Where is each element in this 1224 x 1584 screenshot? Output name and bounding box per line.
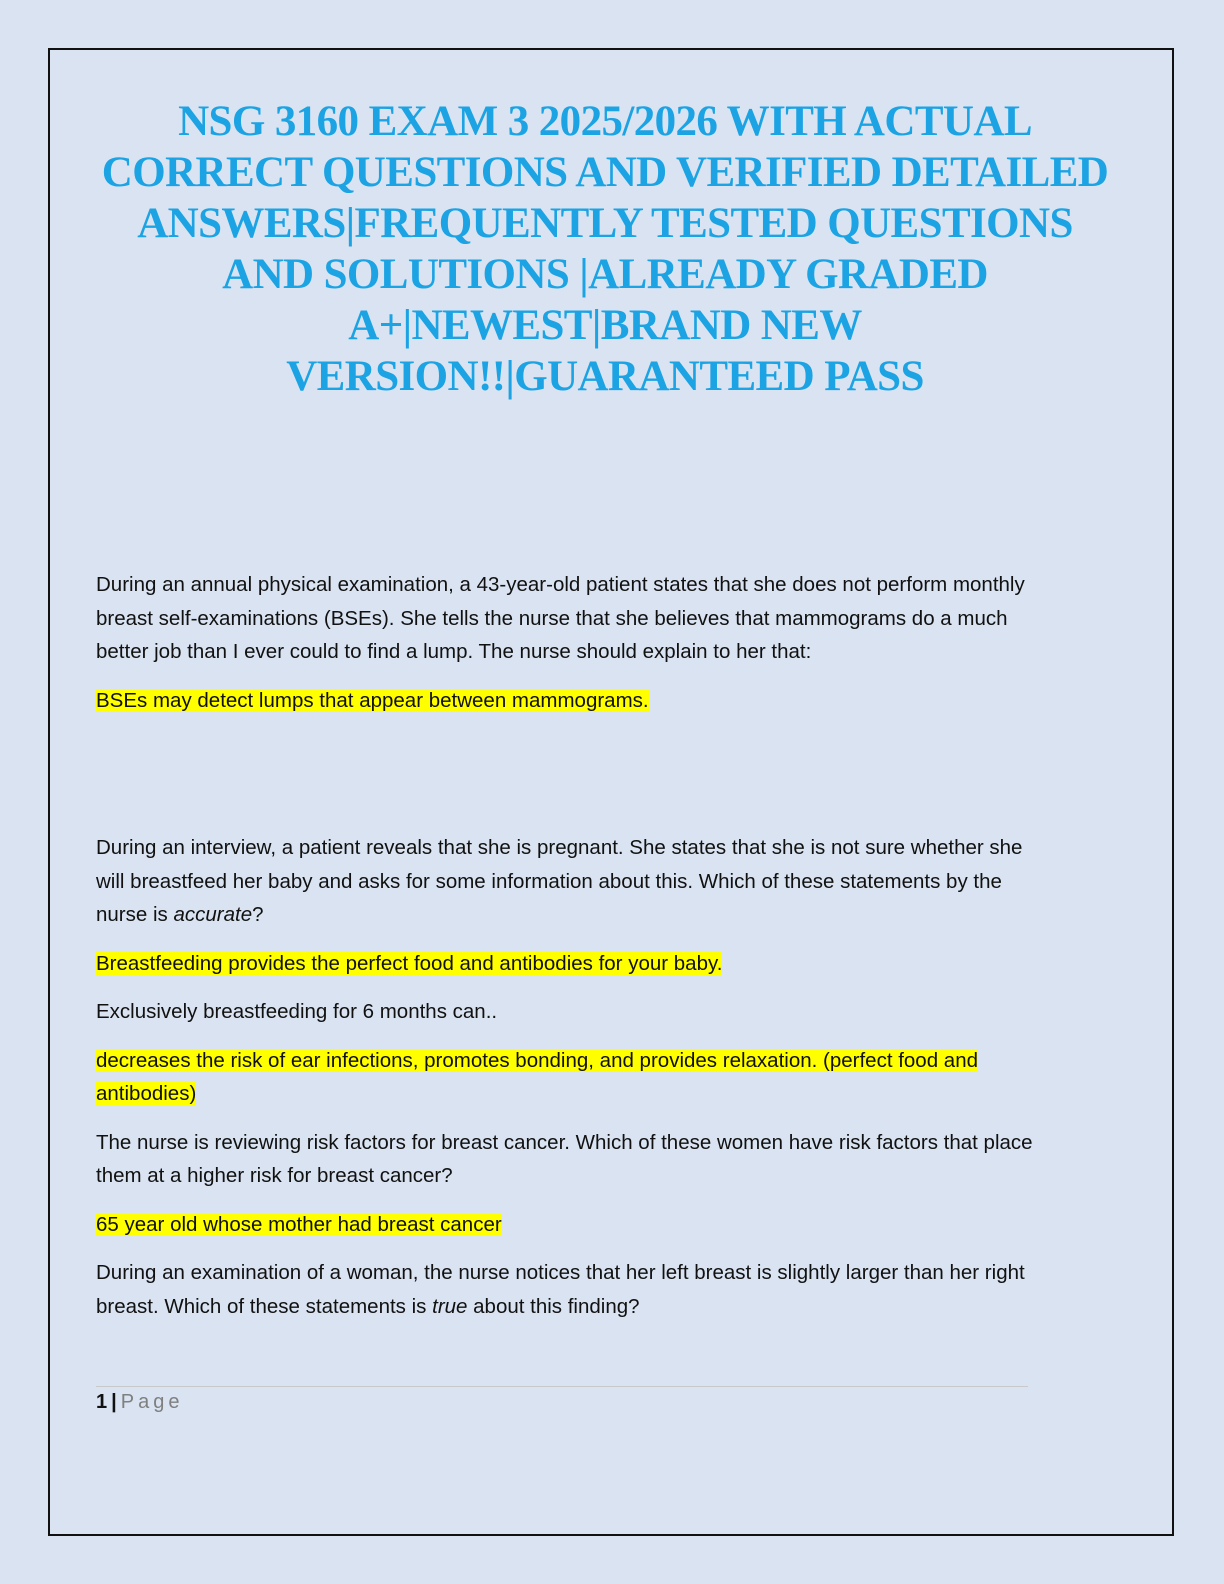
question-2-emphasis: accurate xyxy=(173,903,253,926)
footer-divider xyxy=(96,1386,1028,1387)
answer-1 xyxy=(96,684,1036,718)
answer-2-highlight: Breastfeeding provides the perfect food and antibodies for your baby. xyxy=(96,951,723,975)
question-5-end: about this finding? xyxy=(467,1294,640,1318)
page-label: Page xyxy=(120,1391,184,1413)
answer-2 xyxy=(96,947,1036,981)
question-5 xyxy=(96,1256,1036,1323)
answer-1-highlight: BSEs may detect lumps that appear between mammograms. xyxy=(96,688,649,712)
footer-separator: | xyxy=(111,1391,117,1413)
question-2-text: During an interview, a patient reveals that she is pregnant. She states that she is not sure whether she will breastfeed her baby and asks for some information about this. Which of these statements by the nurse is xyxy=(96,836,1023,926)
answer-4-highlight: 65 year old whose mother had breast cancer xyxy=(96,1212,502,1236)
answer-4 xyxy=(96,1208,1036,1242)
page-footer xyxy=(96,1390,183,1414)
spacer xyxy=(96,732,1036,831)
question-1: During an annual physical examination, a 43-year-old patient states that she does not perform monthly breast self-examinations (BSEs). She tells the nurse that she believes that mammograms do a much better job than I ever could to find a lump. The nurse should explain to her that: xyxy=(96,573,1025,663)
question-4: The nurse is reviewing risk factors for breast cancer. Which of these women have risk factors that place them at a higher risk for breast cancer? xyxy=(96,1130,1033,1187)
question-2 xyxy=(96,831,1036,932)
question-3: Exclusively breastfeeding for 6 months can.. xyxy=(96,1000,498,1023)
question-5-emphasis: true xyxy=(432,1294,468,1318)
page-number: 1 xyxy=(96,1391,108,1413)
answer-3-highlight: decreases the risk of ear infections, promotes bonding, and provides relaxation. (perfect food and antibodies) xyxy=(96,1048,979,1105)
document-body xyxy=(96,568,1036,1338)
question-5-text: During an examination of a woman, the nurse notices that her left breast is slightly larger than her right breast. Which of these statements is xyxy=(96,1261,1025,1318)
document-title: NSG 3160 EXAM 3 2025/2026 WITH ACTUAL CORRECT QUESTIONS AND VERIFIED DETAILED ANSWERS|FREQUENTLY TESTED QUESTIONS AND SOLUTIONS |ALREADY GRADED A+|NEWEST|BRAND NEW VERSION!!|GUARANTEED PASS xyxy=(101,98,1109,400)
question-2-end: ? xyxy=(252,903,264,926)
answer-3 xyxy=(96,1044,1036,1111)
